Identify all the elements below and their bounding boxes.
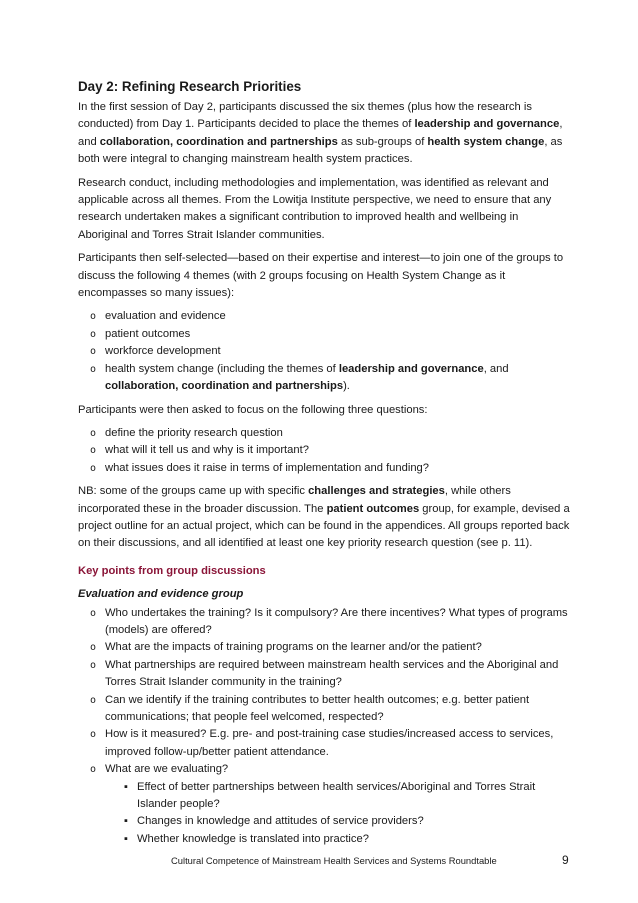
- list-item: o How is it measured? E.g. pre- and post-training case studies/increased access to services, improved follow-up/better patient attendance.: [78, 726, 570, 761]
- bold-collaboration: collaboration, coordination and partnerships: [99, 135, 338, 148]
- text-run: health system change (including the themes of: [105, 362, 339, 375]
- page-content: [78, 77, 570, 854]
- list-item: o define the priority research question: [78, 425, 570, 442]
- sub-list-item: ▪ Effect of better partnerships between health services/Aboriginal and Torres Strait Islander people?: [105, 779, 570, 814]
- paragraph-nb: [78, 483, 570, 553]
- list-item: o what will it tell us and why is it important?: [78, 442, 570, 459]
- footer-text: Cultural Competence of Mainstream Health Services and Systems Roundtable: [171, 855, 497, 866]
- paragraph-themes-intro: [78, 99, 570, 169]
- list-item: [78, 761, 570, 848]
- list-item: o What are the impacts of training programs on the learner and/or the patient?: [78, 639, 570, 656]
- text-run: , while others incorporated these in the broader discussion. The: [78, 485, 511, 515]
- list-item: o evaluation and evidence: [78, 308, 570, 325]
- bold-challenges: challenges and strategies: [308, 485, 445, 498]
- themes-list: [78, 308, 570, 395]
- text-run: What are we evaluating?: [105, 763, 229, 776]
- evaluation-points-list: [78, 605, 570, 849]
- paragraph-questions-intro: Participants were then asked to focus on the following three questions:: [78, 403, 428, 416]
- bold-leadership: leadership and governance: [414, 118, 560, 131]
- bold-health-system-change: health system change: [427, 135, 545, 148]
- page-number: 9: [562, 853, 569, 867]
- key-points-heading: Key points from group discussions: [78, 564, 266, 577]
- list-item: o Can we identify if the training contributes to better health outcomes; e.g. better patient communications; that people feel welcomed, respected?: [78, 692, 570, 727]
- text-run: , as both were integral to changing mainstream health system practices.: [78, 135, 563, 166]
- text-run: group, for example, devised a project outline for an actual project, which can be found in the appendices. All groups reported back on their discussions, and all identified at least one key priority research question (see p. 11).: [78, 502, 570, 550]
- paragraph-self-selected: Participants then self-selected—based on their expertise and interest—to join one of the groups to discuss the following 4 themes (with 2 groups focusing on Health System Change as it encompasses so many issues):: [78, 252, 564, 300]
- list-item: o patient outcomes: [78, 326, 570, 343]
- text-run: as sub-groups of: [337, 135, 428, 148]
- list-item: o Who undertakes the training? Is it compulsory? Are there incentives? What types of programs (models) are offered?: [78, 605, 570, 640]
- section-title: Day 2: Refining Research Priorities: [78, 79, 302, 94]
- list-item: [78, 361, 570, 396]
- bold-collaboration: collaboration, coordination and partnerships: [105, 380, 344, 393]
- questions-list: [78, 425, 570, 477]
- text-run: In the first session of Day 2, participants discussed the six themes (plus how the research is conducted) from Day 1. Participants decided to place the themes of: [78, 101, 532, 131]
- bold-leadership: leadership and governance: [338, 362, 484, 375]
- text-run: , and: [483, 362, 509, 375]
- sub-list-item: ▪ Changes in knowledge and attitudes of service providers?: [105, 813, 570, 830]
- list-item: o What partnerships are required between mainstream health services and the Aboriginal and Torres Strait Islander community in the training?: [78, 657, 570, 692]
- list-item: o workforce development: [78, 343, 570, 360]
- list-item: o what issues does it raise in terms of implementation and funding?: [78, 460, 570, 477]
- bold-patient-outcomes: patient outcomes: [326, 502, 420, 515]
- text-run: NB: some of the groups came up with specific: [78, 485, 309, 498]
- evaluating-sublist: [105, 779, 570, 849]
- evaluation-group-heading: Evaluation and evidence group: [78, 588, 244, 601]
- text-run: , and: [78, 118, 563, 148]
- paragraph-research-conduct: Research conduct, including methodologies and implementation, was identified as relevant and applicable across all themes. From the Lowitja Institute perspective, we need to ensure that any research undertaken makes a significant contribution to improved health and wellbeing in Aboriginal and Torres Strait Islander communities.: [78, 176, 552, 241]
- sub-list-item: ▪ Whether knowledge is translated into practice?: [105, 831, 570, 848]
- text-run: ).: [343, 380, 350, 393]
